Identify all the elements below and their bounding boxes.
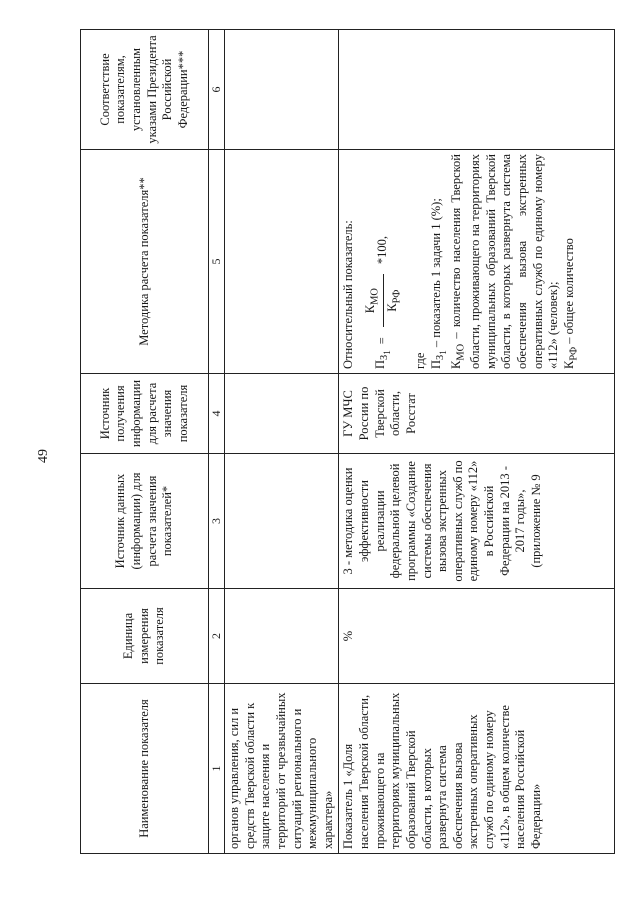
column-number: 3 xyxy=(209,454,225,589)
indicator-1-data-source: 3 - методика оценки эффективности реализации федеральной целевой программы «Создание системы обеспечения вызова экстренных оперативных служб по единому номеру «112» в Российской Федерации на 2013 - 2017 годы», (приложение № 9 xyxy=(339,454,615,589)
column-numbers-row xyxy=(209,30,225,854)
method-intro: Относительный показатель: xyxy=(341,220,356,369)
header-indicator-name: Наименование показателя xyxy=(81,684,209,854)
header-unit: Единица измерения показателя xyxy=(81,589,209,684)
header-data-source: Источник данных (информации) для расчета значения показателей* xyxy=(81,454,209,589)
header-presidential-decrees: Соответствие показателям, установленным указами Президента Российской Федерации*** xyxy=(81,30,209,150)
indicator-1-unit: % xyxy=(339,589,615,684)
indicator-1-presidential-decrees xyxy=(339,30,615,150)
formula-lhs: $П_{З_1}$ xyxy=(372,350,393,369)
column-number: 5 xyxy=(209,150,225,374)
header-row xyxy=(81,30,209,854)
header-method: Методика расчета показателя** xyxy=(81,150,209,374)
method-definition-2: $К_{МО}$ – количество населения Тверской области, проживающего на территориях муниципальных образований Тверской области, в которых развернута система обеспечения вызова экстренных оперативных служб по единому номеру «112» (человек); xyxy=(449,154,561,369)
table-row-indicator-1 xyxy=(339,30,615,854)
indicator-1-method xyxy=(339,150,615,374)
table-row-continued xyxy=(225,30,339,854)
formula-denominator: $К_{РФ}$ xyxy=(384,289,403,312)
indicators-table-rotated xyxy=(80,30,615,854)
formula-equals: = xyxy=(375,337,390,345)
indicators-table xyxy=(80,29,615,854)
method-where: где xyxy=(413,352,428,369)
formula-fraction xyxy=(363,274,403,327)
formula-numerator: $К_{МО}$ xyxy=(363,274,384,327)
formula-suffix: *100, xyxy=(375,235,390,265)
column-number: 1 xyxy=(209,684,225,854)
header-info-source: Источник получения информации для расчета значения показателя xyxy=(81,374,209,454)
method-definition-1: $П_{З_1}$ – показатель 1 задачи 1 (%); xyxy=(428,198,449,369)
indicator-1-info-source: ГУ МЧС России по Тверской области, Росстат xyxy=(339,374,615,454)
method-formula xyxy=(363,154,403,369)
continued-indicator-name: органов управления, сил и средств Тверской области к защите населения и территорий от чрезвычайных ситуаций регионального и межмуниципального характера» xyxy=(225,684,339,854)
indicator-1-name: Показатель 1 «Доля населения Тверской области, проживающего на территориях муниципальных образований Тверской области, в которых развернута система обеспечения вызова экстренных оперативных служб по единому номеру «112», в общем количестве населения Российской Федерации» xyxy=(339,684,615,854)
column-number: 2 xyxy=(209,589,225,684)
method-definition-3: $К_{РФ}$ – общее количество xyxy=(561,238,580,369)
column-number: 4 xyxy=(209,374,225,454)
column-number: 6 xyxy=(209,30,225,150)
page-number: 49 xyxy=(36,449,51,463)
